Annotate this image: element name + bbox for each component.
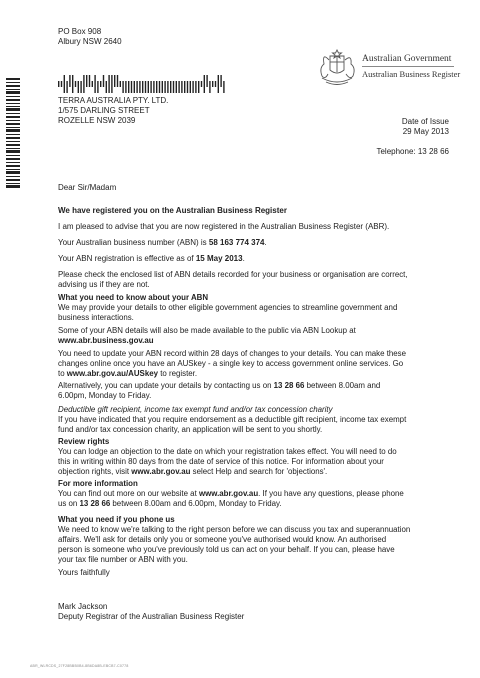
sender-address-line2: Albury NSW 2640 bbox=[58, 37, 122, 46]
phone-us-heading: What you need if you phone us bbox=[58, 515, 175, 524]
coat-of-arms-logo bbox=[314, 46, 360, 88]
update-line3 bbox=[58, 369, 458, 379]
check-line2: advising us if they are not. bbox=[58, 280, 150, 289]
more-info-line2-suffix: between 8.00am and 6.00pm, Monday to Friday. bbox=[110, 499, 282, 508]
phone-us-line4: your tax file number or ABN with you. bbox=[58, 555, 188, 564]
review-line2: this in writing within 80 days from the date of service of this notice. For information about your bbox=[58, 457, 384, 466]
phone-us-line1: We need to know we're talking to the right person before we can discuss you tax and superannuation bbox=[58, 525, 411, 534]
alternative-line2: 6.00pm, Monday to Friday. bbox=[58, 391, 152, 400]
effective-suffix: . bbox=[242, 254, 245, 263]
abn-number: 58 163 774 374 bbox=[208, 238, 265, 247]
review-section bbox=[58, 437, 458, 477]
more-info-line1 bbox=[58, 489, 458, 499]
know-line1: We may provide your details to other eligible government agencies to streamline government and bbox=[58, 303, 398, 312]
salutation: Dear Sir/Madam bbox=[58, 183, 117, 192]
intro-text: I am pleased to advise that you are now registered in the Australian Business Register (ABR). bbox=[58, 222, 390, 231]
review-heading: Review rights bbox=[58, 437, 110, 446]
effective-date: 15 May 2013 bbox=[195, 254, 243, 263]
dgr-heading: Deductible gift recipient, income tax exempt fund and/or tax concession charity bbox=[58, 405, 333, 414]
sender-address-line1: PO Box 908 bbox=[58, 27, 102, 36]
postal-barcode bbox=[58, 74, 228, 94]
update-line2: changes online once you have an AUSkey - a single key to access government online services. Go bbox=[58, 359, 404, 368]
lookup-line1: Some of your ABN details will also be made available to the public via ABN Lookup at bbox=[58, 326, 356, 335]
know-heading: What you need to know about your ABN bbox=[58, 293, 209, 302]
government-name: Australian Government bbox=[362, 54, 452, 64]
check-line1: Please check the enclosed list of ABN details recorded for your business or organisation are correct, bbox=[58, 270, 408, 279]
lookup-paragraph bbox=[58, 326, 458, 346]
letter-heading: We have registered you on the Australian Business Register bbox=[58, 206, 287, 215]
margin-barcode bbox=[6, 78, 20, 188]
recipient-line3: ROZELLE NSW 2039 bbox=[58, 116, 136, 125]
review-line3-prefix: objection rights, visit bbox=[58, 467, 132, 476]
update-paragraph bbox=[58, 349, 458, 379]
more-info-section bbox=[58, 479, 458, 509]
signatory-name: Mark Jackson bbox=[58, 602, 108, 611]
update-line3-prefix: to bbox=[58, 369, 67, 378]
alternative-line1 bbox=[58, 381, 458, 391]
closing: Yours faithfully bbox=[58, 568, 110, 577]
more-info-heading: For more information bbox=[58, 479, 138, 488]
register-name: Australian Business Register bbox=[362, 69, 461, 79]
check-details-paragraph bbox=[58, 270, 458, 290]
more-info-phone: 13 28 66 bbox=[79, 499, 111, 508]
logo-divider bbox=[362, 66, 454, 67]
dgr-line2: fund and/or tax concession charity, an application will be sent to you shortly. bbox=[58, 425, 323, 434]
abn-lookup-link[interactable]: www.abr.business.gov.au bbox=[58, 336, 154, 345]
telephone-number: Telephone: 13 28 66 bbox=[376, 147, 449, 156]
dgr-section bbox=[58, 405, 458, 435]
alternative-suffix: between 8.00am and bbox=[304, 381, 381, 390]
more-info-line2 bbox=[58, 499, 458, 509]
alternative-phone: 13 28 66 bbox=[273, 381, 305, 390]
phone-us-section bbox=[58, 515, 458, 565]
objections-link[interactable]: www.abr.gov.au bbox=[131, 467, 191, 476]
website-link[interactable]: www.abr.gov.au bbox=[198, 489, 259, 498]
abn-prefix: Your Australian business number (ABN) is bbox=[58, 238, 209, 247]
review-line3-suffix: select Help and search for 'objections'. bbox=[190, 467, 328, 476]
date-of-issue-label: Date of Issue bbox=[401, 117, 449, 126]
alternative-paragraph bbox=[58, 381, 458, 401]
review-line1: You can lodge an objection to the date on which your registration takes effect. You will need to do bbox=[58, 447, 397, 456]
recipient-line2: 1/575 DARLING STREET bbox=[58, 106, 150, 115]
date-of-issue: 29 May 2013 bbox=[402, 127, 449, 136]
recipient-line1: TERRA AUSTRALIA PTY. LTD. bbox=[58, 96, 169, 105]
abn-statement bbox=[58, 238, 267, 248]
update-line1: You need to update your ABN record within 28 days of changes to your details. You can make these bbox=[58, 349, 407, 358]
effective-statement bbox=[58, 254, 245, 264]
phone-us-line2: affairs. We'll ask for details only you or someone you've authorised would know. An authorised bbox=[58, 535, 387, 544]
alternative-prefix: Alternatively, you can update your details by contacting us on bbox=[58, 381, 274, 390]
review-line3 bbox=[58, 467, 458, 477]
more-info-line2-prefix: us on bbox=[58, 499, 80, 508]
document-reference-code: ABR_WLRCDS_27F28BBB0B4-8B6DA8B-EBCB7-C0778 bbox=[30, 664, 129, 668]
effective-prefix: Your ABN registration is effective as of bbox=[58, 254, 196, 263]
more-info-line1-suffix: . If you have any questions, please phone bbox=[258, 489, 404, 498]
signatory-title: Deputy Registrar of the Australian Business Register bbox=[58, 612, 245, 621]
phone-us-line3: person is someone who you've previously told us can act on your behalf. If you can, please have bbox=[58, 545, 395, 554]
know-line2: business interactions. bbox=[58, 313, 134, 322]
auskey-link[interactable]: www.abr.gov.au/AUSkey bbox=[66, 369, 158, 378]
abn-suffix: . bbox=[264, 238, 267, 247]
update-line3-suffix: to register. bbox=[158, 369, 198, 378]
know-section bbox=[58, 293, 458, 323]
more-info-line1-prefix: You can find out more on our website at bbox=[58, 489, 199, 498]
dgr-line1: If you have indicated that you require endorsement as a deductible gift recipient, income tax exempt bbox=[58, 415, 407, 424]
